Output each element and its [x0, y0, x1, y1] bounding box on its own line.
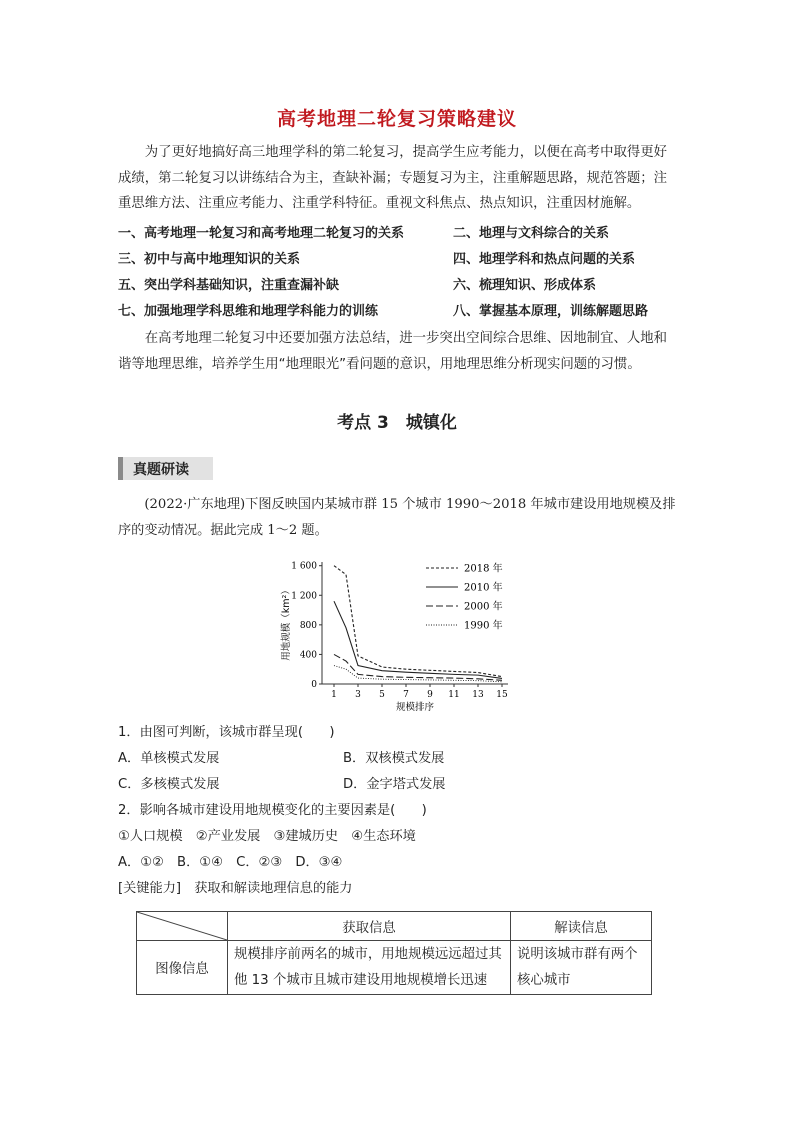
legend-label: 1990 年: [464, 620, 503, 632]
diagonal-cell: [137, 912, 228, 941]
question-intro: [118, 492, 678, 544]
cell-acquired: 规模排序前两名的城市，用地规模远远超过其他 13 个城市且城市建设用地规模增长迅速: [228, 941, 511, 995]
x-tick-label: 13: [472, 690, 484, 700]
points-row-4: [118, 300, 678, 326]
x-tick-label: 15: [496, 690, 508, 700]
x-tick-label: 1: [331, 690, 337, 700]
section-badge: [118, 457, 213, 480]
point-7: 七、加强地理学科思维和地理学科能力的训练: [118, 304, 379, 319]
chart: [276, 550, 536, 720]
diagonal-line: [137, 912, 227, 940]
table-header-row: [137, 912, 652, 941]
q1-option-b: B．双核模式发展: [343, 751, 445, 766]
point-8: 八、掌握基本原理，训练解题思路: [453, 304, 649, 319]
y-tick-label: 800: [299, 620, 317, 631]
info-table: [136, 911, 652, 995]
point-2: 二、地理与文科综合的关系: [453, 226, 610, 241]
key-ability: [关键能力] 获取和解读地理信息的能力: [118, 881, 353, 896]
x-tick-label: 11: [448, 690, 460, 700]
row-label: 图像信息: [137, 941, 228, 995]
q2-items: ①人口规模 ②产业发展 ③建城历史 ④生态环境: [118, 829, 416, 844]
closing-text: 在高考地理二轮复习中还要加强方法总结，进一步突出空间综合思维、因地制宜、人地和谐等地理思维，培养学生用“地理眼光”看问题的意识，用地理思维分析现实问题的习惯。: [118, 331, 668, 372]
series-line: [334, 654, 502, 680]
intro-paragraph: [118, 140, 678, 217]
legend-label: 2000 年: [464, 601, 503, 613]
point-1: 一、高考地理一轮复习和高考地理二轮复习的关系: [118, 226, 405, 241]
x-tick-label: 7: [403, 690, 409, 700]
y-tick-label: 1 600: [291, 561, 317, 572]
badge-label: 真题研读: [133, 462, 189, 478]
q1-stem: 1．由图可判断，该城市群呈现( ): [118, 725, 335, 740]
q1-option-c: C．多核模式发展: [118, 777, 220, 792]
points-row-1: [118, 222, 678, 248]
y-tick-label: 0: [311, 680, 317, 690]
x-tick-label: 9: [427, 690, 433, 700]
closing-paragraph: [118, 326, 678, 377]
q2-stem: 2．影响各城市建设用地规模变化的主要因素是( ): [118, 803, 427, 818]
x-axis-label: 规模排序: [395, 702, 435, 713]
x-tick-label: 3: [355, 690, 361, 700]
y-tick-label: 400: [299, 650, 317, 661]
chart-root: [280, 562, 508, 714]
point-6: 六、梳理知识、形成体系: [453, 278, 597, 293]
points-row-2: [118, 248, 678, 274]
series-line: [334, 666, 502, 682]
series-line: [334, 601, 502, 678]
y-axis-label: 用地规模（km²）: [281, 585, 292, 661]
question-intro-text: (2022·广东地理)下图反映国内某城市群 15 个城市 1990～2018 年城市建设用地规模及排序的变动情况。据此完成 1～2 题。: [118, 497, 676, 538]
x-tick-label: 5: [379, 690, 385, 700]
point-3: 三、初中与高中地理知识的关系: [118, 252, 301, 267]
y-tick-label: 1 200: [291, 591, 317, 602]
table-row: [137, 941, 652, 995]
q1-option-d: D．金字塔式发展: [343, 777, 446, 792]
point-4: 四、地理学科和热点问题的关系: [453, 252, 636, 267]
document-title: 高考地理二轮复习策略建议: [276, 108, 517, 130]
q2-options: A．①② B．①④ C．②③ D．③④: [118, 855, 343, 870]
header-acquired: 获取信息: [228, 912, 511, 941]
point-5: 五、突出学科基础知识，注重查漏补缺: [118, 278, 340, 293]
header-interpretation: 解读信息: [511, 912, 652, 941]
section-title: 考点 3 城镇化: [337, 413, 457, 433]
intro-text: 为了更好地搞好高三地理学科的第二轮复习，提高学生应考能力，以便在高考中取得更好成绩，第二轮复习以讲练结合为主，查缺补漏；专题复习为主，注重解题思路，规范答题；注重思维方法、注重应考能力、注重学科特征。重视文科焦点、热点知识，注重因材施解。: [118, 145, 668, 211]
legend-label: 2010 年: [464, 582, 503, 594]
legend-label: 2018 年: [464, 563, 503, 575]
points-row-3: [118, 274, 678, 300]
cell-interpretation: 说明该城市群有两个核心城市: [511, 941, 652, 995]
q1-option-a: A．单核模式发展: [118, 751, 220, 766]
